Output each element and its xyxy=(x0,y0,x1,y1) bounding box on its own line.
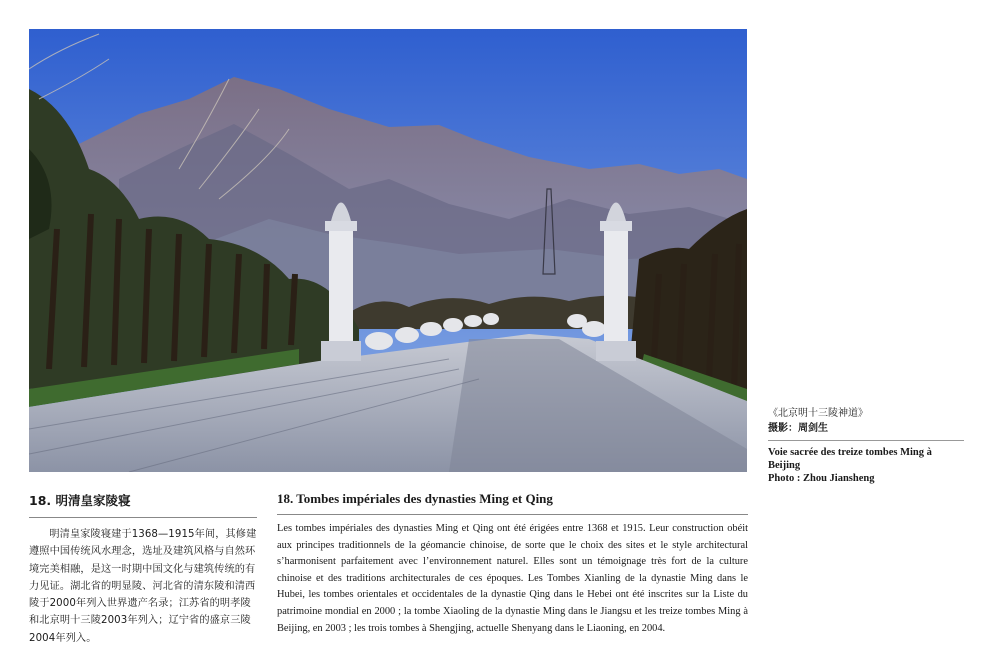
photo-caption xyxy=(768,406,964,485)
french-rule xyxy=(277,514,748,515)
chinese-body: 明清皇家陵寝建于1368—1915年间，其修建遵照中国传统风水理念，选址及建筑风格与自然环境完美相融，是这一时期中国文化与建筑传统的有力见证。湖北省的明显陵、河北省的清东陵和清西陵于2000年列入世界遗产名录；江苏省的明孝陵和北京明十三陵2003年列入；辽宁省的盛京三陵2004年列入。 xyxy=(29,529,257,644)
caption-fr-credit: Photo : Zhou Jiansheng xyxy=(768,473,875,484)
french-heading: 18. Tombes impériales des dynasties Ming et Qing xyxy=(277,491,553,506)
photo-sacred-way xyxy=(29,29,747,472)
chinese-heading: 18. 明清皇家陵寝 xyxy=(29,493,131,508)
chinese-column xyxy=(29,491,257,647)
french-body: Les tombes impériales des dynasties Ming et Qing ont été érigées entre 1368 et 1915. Leur construction obéit aux principes traditionnels de la géomancie chinoise, de sorte que le choix des sites et le style architectural s’harmonisent parfaitement avec l’environnement naturel. Elles sont un témoignage très fort de la culture chinoise et des traditions architecturales de ces époques. Les Tombes Xianling de la dynastie Ming dans le Hubei, les tombes orientales et occidentales de la dynastie Qing dans le Hebei ont été inscrites sur la Liste du patrimoine mondial en 2000 ; la tombe Xiaoling de la dynastie Ming dans le Jiangsu et les treize tombes Ming à Beijing, en 2003 ; les trois tombes à Shengjing, actuelle Shenyang dans le Liaoning, en 2004. xyxy=(277,523,748,634)
chinese-rule xyxy=(29,517,257,518)
french-column xyxy=(277,491,748,637)
caption-divider xyxy=(768,440,964,441)
photo-illustration xyxy=(29,29,747,472)
caption-cn-title: 《北京明十三陵神道》 xyxy=(768,408,868,419)
caption-cn-credit: 摄影：周剑生 xyxy=(768,423,828,434)
caption-fr-title: Voie sacrée des treize tombes Ming à Beijing xyxy=(768,447,932,471)
